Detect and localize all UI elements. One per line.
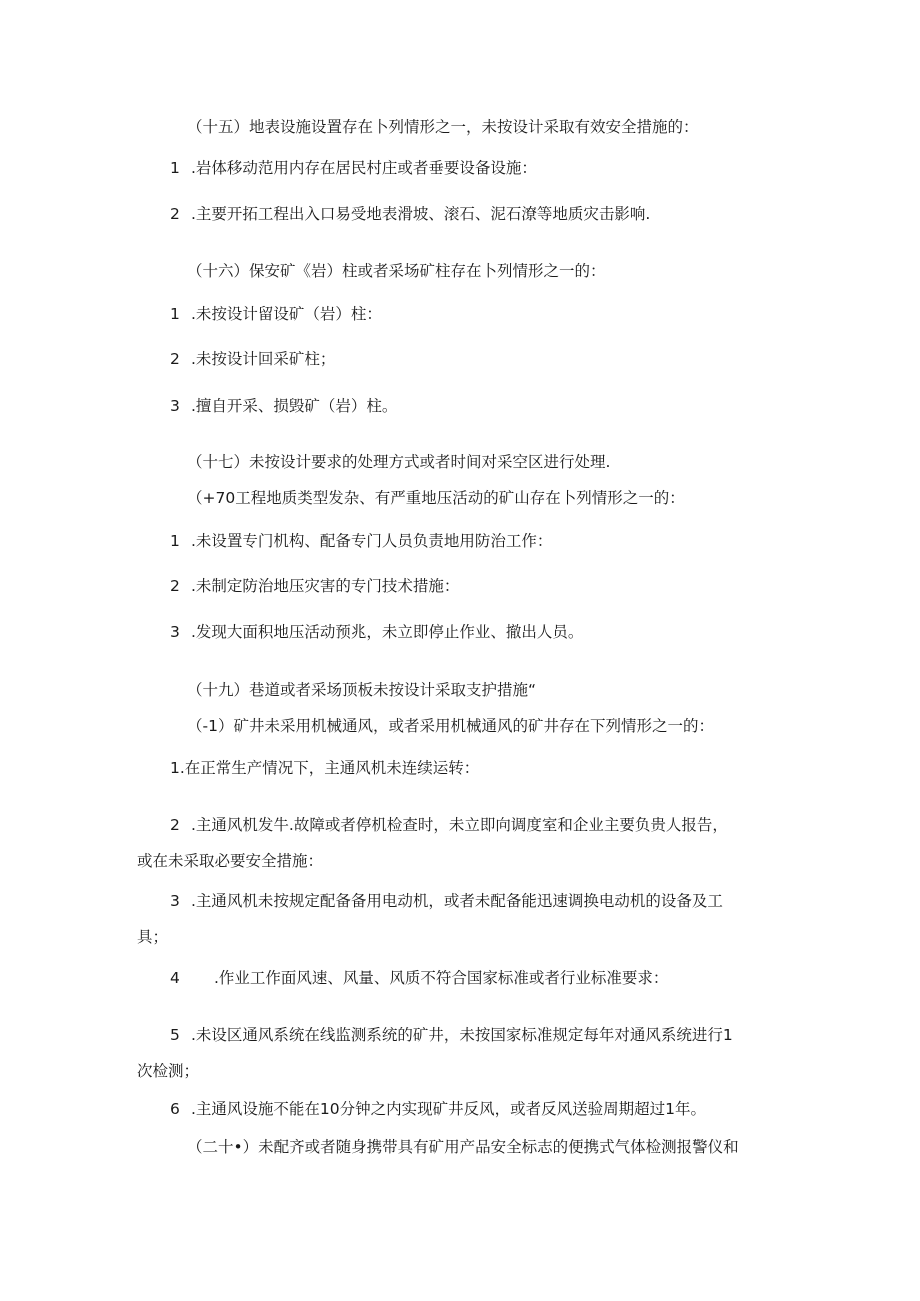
section-21-heading: （二十•）未配齐或者随身携带具有矿用产品安全标志的便携式气体检测报警仪和 bbox=[187, 1138, 739, 1156]
s15-item-1-text: .岩体移动范用内存在居民村庄或者垂要设备设施： bbox=[191, 159, 537, 177]
s20-item-4-text: .作业工作面风速、风量、风质不符合国家标准或者行业标准要求： bbox=[214, 969, 669, 987]
s16-item-3-number: 3 bbox=[170, 397, 180, 415]
s18-item-1-number: 1 bbox=[170, 532, 180, 550]
s20-item-4-number: 4 bbox=[170, 969, 180, 987]
s18-item-3-text: .发现大面积地压活动预兆，未立即停止作业、撤出人员。 bbox=[191, 623, 584, 641]
s20-item-2-line-1: .主通风机发牛.故障或者停机检查时，未立即向调度室和企业主要负贵人报告， bbox=[191, 816, 728, 834]
s20-item-6-number: 6 bbox=[170, 1100, 180, 1118]
s18-item-2-text: .未制定防治地压灾害的专门技术措施： bbox=[191, 577, 460, 595]
s20-item-3-number: 3 bbox=[170, 892, 180, 910]
s20-item-6-text: .主通风设施不能在10分钟之内实现矿井反风，或者反风送验周期超过1年。 bbox=[191, 1100, 707, 1118]
s16-item-1-text: .未按设计留设矿（岩）柱： bbox=[191, 305, 382, 323]
s20-item-3-line-1: .主通风机未按规定配备备用电动机，或者未配备能迅速调换电动机的设备及工 bbox=[191, 892, 723, 910]
s15-item-2-number: 2 bbox=[170, 205, 180, 223]
section-19-heading: （十九）巷道或者采场顶板未按设计采取支护措施“ bbox=[187, 681, 537, 699]
section-18-heading: （+70工程地质类型发杂、有严重地压活动的矿山存在卜列情形之一的： bbox=[187, 489, 685, 507]
section-17-heading: （十七）未按设计要求的处理方式或者时间对采空区进行处理. bbox=[187, 453, 611, 471]
s20-item-1-text: 1.在正常生产情况下，主通风机未连续运转： bbox=[170, 759, 480, 777]
s16-item-1-number: 1 bbox=[170, 305, 180, 323]
s16-item-3-text: .擅自开采、损毁矿（岩）柱。 bbox=[191, 397, 398, 415]
s20-item-2-line-2: 或在未采取必要安全措施： bbox=[137, 852, 324, 870]
section-15-heading: （十五）地表设施设置存在卜列情形之一，未按设计采取有效安全措施的： bbox=[187, 118, 699, 136]
s20-item-5-line-1: .未设区通风系统在线监测系统的矿井，未按国家标准规定每年对通风系统进行1 bbox=[191, 1026, 733, 1044]
s20-item-2-number: 2 bbox=[170, 816, 180, 834]
s16-item-2-number: 2 bbox=[170, 350, 180, 368]
section-20-heading: （-1）矿井未采用机械通风，或者采用机械通风的矿井存在下列情形之一的： bbox=[187, 717, 714, 735]
s20-item-5-number: 5 bbox=[170, 1026, 180, 1044]
s20-item-3-line-2: 具； bbox=[137, 928, 169, 946]
s18-item-2-number: 2 bbox=[170, 577, 180, 595]
s18-item-1-text: .未设置专门机构、配备专门人员负责地用防治工作： bbox=[191, 532, 553, 550]
section-16-heading: （十六）保安矿《岩）柱或者采场矿柱存在卜列情形之一的： bbox=[187, 262, 606, 280]
s15-item-1-number: 1 bbox=[170, 159, 180, 177]
s20-item-5-line-2: 次检测； bbox=[137, 1062, 200, 1080]
s18-item-3-number: 3 bbox=[170, 623, 180, 641]
s15-item-2-text: .主要开拓工程出入口易受地表滑坡、滚石、泥石潦等地质灾击影响. bbox=[191, 205, 651, 223]
s16-item-2-text: .未按设计回采矿柱； bbox=[191, 350, 336, 368]
